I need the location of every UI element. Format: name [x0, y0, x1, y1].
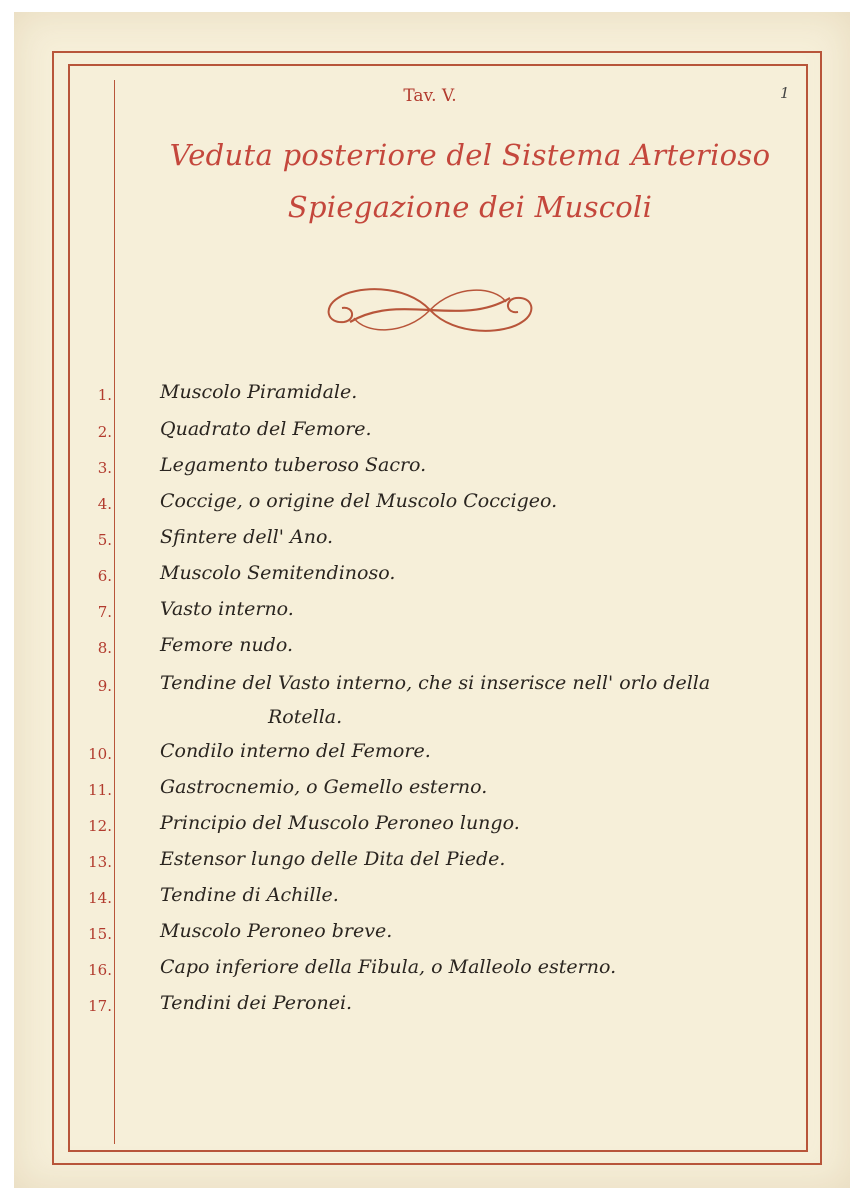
entry-text: Muscolo Peroneo breve. — [160, 920, 393, 942]
entry-number: 3. — [97, 459, 112, 477]
decorative-flourish — [310, 278, 550, 342]
entry-number: 1. — [97, 386, 112, 404]
entry-text: Tendine del Vasto interno, che si inserisce nell' orlo della — [160, 672, 711, 694]
entry-text: Gastrocnemio, o Gemello esterno. — [160, 776, 488, 798]
entry-text: Sfintere dell' Ano. — [160, 526, 334, 548]
title-line-1: Veduta posteriore del Sistema Arterioso — [169, 138, 771, 172]
entry-text: Legamento tuberoso Sacro. — [160, 454, 427, 476]
entry-text: Vasto interno. — [160, 598, 294, 620]
entry-text: Coccige, o origine del Muscolo Coccigeo. — [160, 490, 558, 512]
plate-label: Tav. V. — [403, 86, 457, 106]
entry-text: Tendini dei Peronei. — [160, 992, 353, 1014]
entry-number: 16. — [88, 961, 112, 979]
entry-number: 12. — [88, 817, 112, 835]
entry-text: Muscolo Semitendinoso. — [160, 562, 396, 584]
entry-number: 11. — [88, 781, 112, 799]
entry-number: 5. — [97, 531, 112, 549]
entry-text: Femore nudo. — [160, 634, 293, 656]
entry-text: Quadrato del Femore. — [160, 418, 372, 440]
entry-number: 17. — [88, 997, 112, 1015]
entry-number: 14. — [88, 889, 112, 907]
entry-number: 6. — [97, 567, 112, 585]
entry-text: Tendine di Achille. — [160, 884, 339, 906]
entry-number: 8. — [97, 639, 112, 657]
margin-rule — [114, 80, 115, 1144]
entry-number: 4. — [97, 495, 112, 513]
entry-text: Muscolo Piramidale. — [160, 381, 358, 403]
entry-text: Principio del Muscolo Peroneo lungo. — [160, 812, 520, 834]
entry-number: 7. — [97, 603, 112, 621]
entry-number: 15. — [88, 925, 112, 943]
entry-number: 13. — [88, 853, 112, 871]
entry-number: 10. — [88, 745, 112, 763]
title-line-2: Spiegazione dei Muscoli — [287, 190, 653, 224]
entry-number: 9. — [97, 677, 112, 695]
entry-text-continuation: Rotella. — [268, 706, 343, 728]
entry-number: 2. — [97, 423, 112, 441]
entry-text: Condilo interno del Femore. — [160, 740, 431, 762]
entry-text: Estensor lungo delle Dita del Piede. — [160, 848, 506, 870]
page-number: 1 — [780, 84, 790, 102]
entry-text: Capo inferiore della Fibula, o Malleolo esterno. — [160, 956, 617, 978]
